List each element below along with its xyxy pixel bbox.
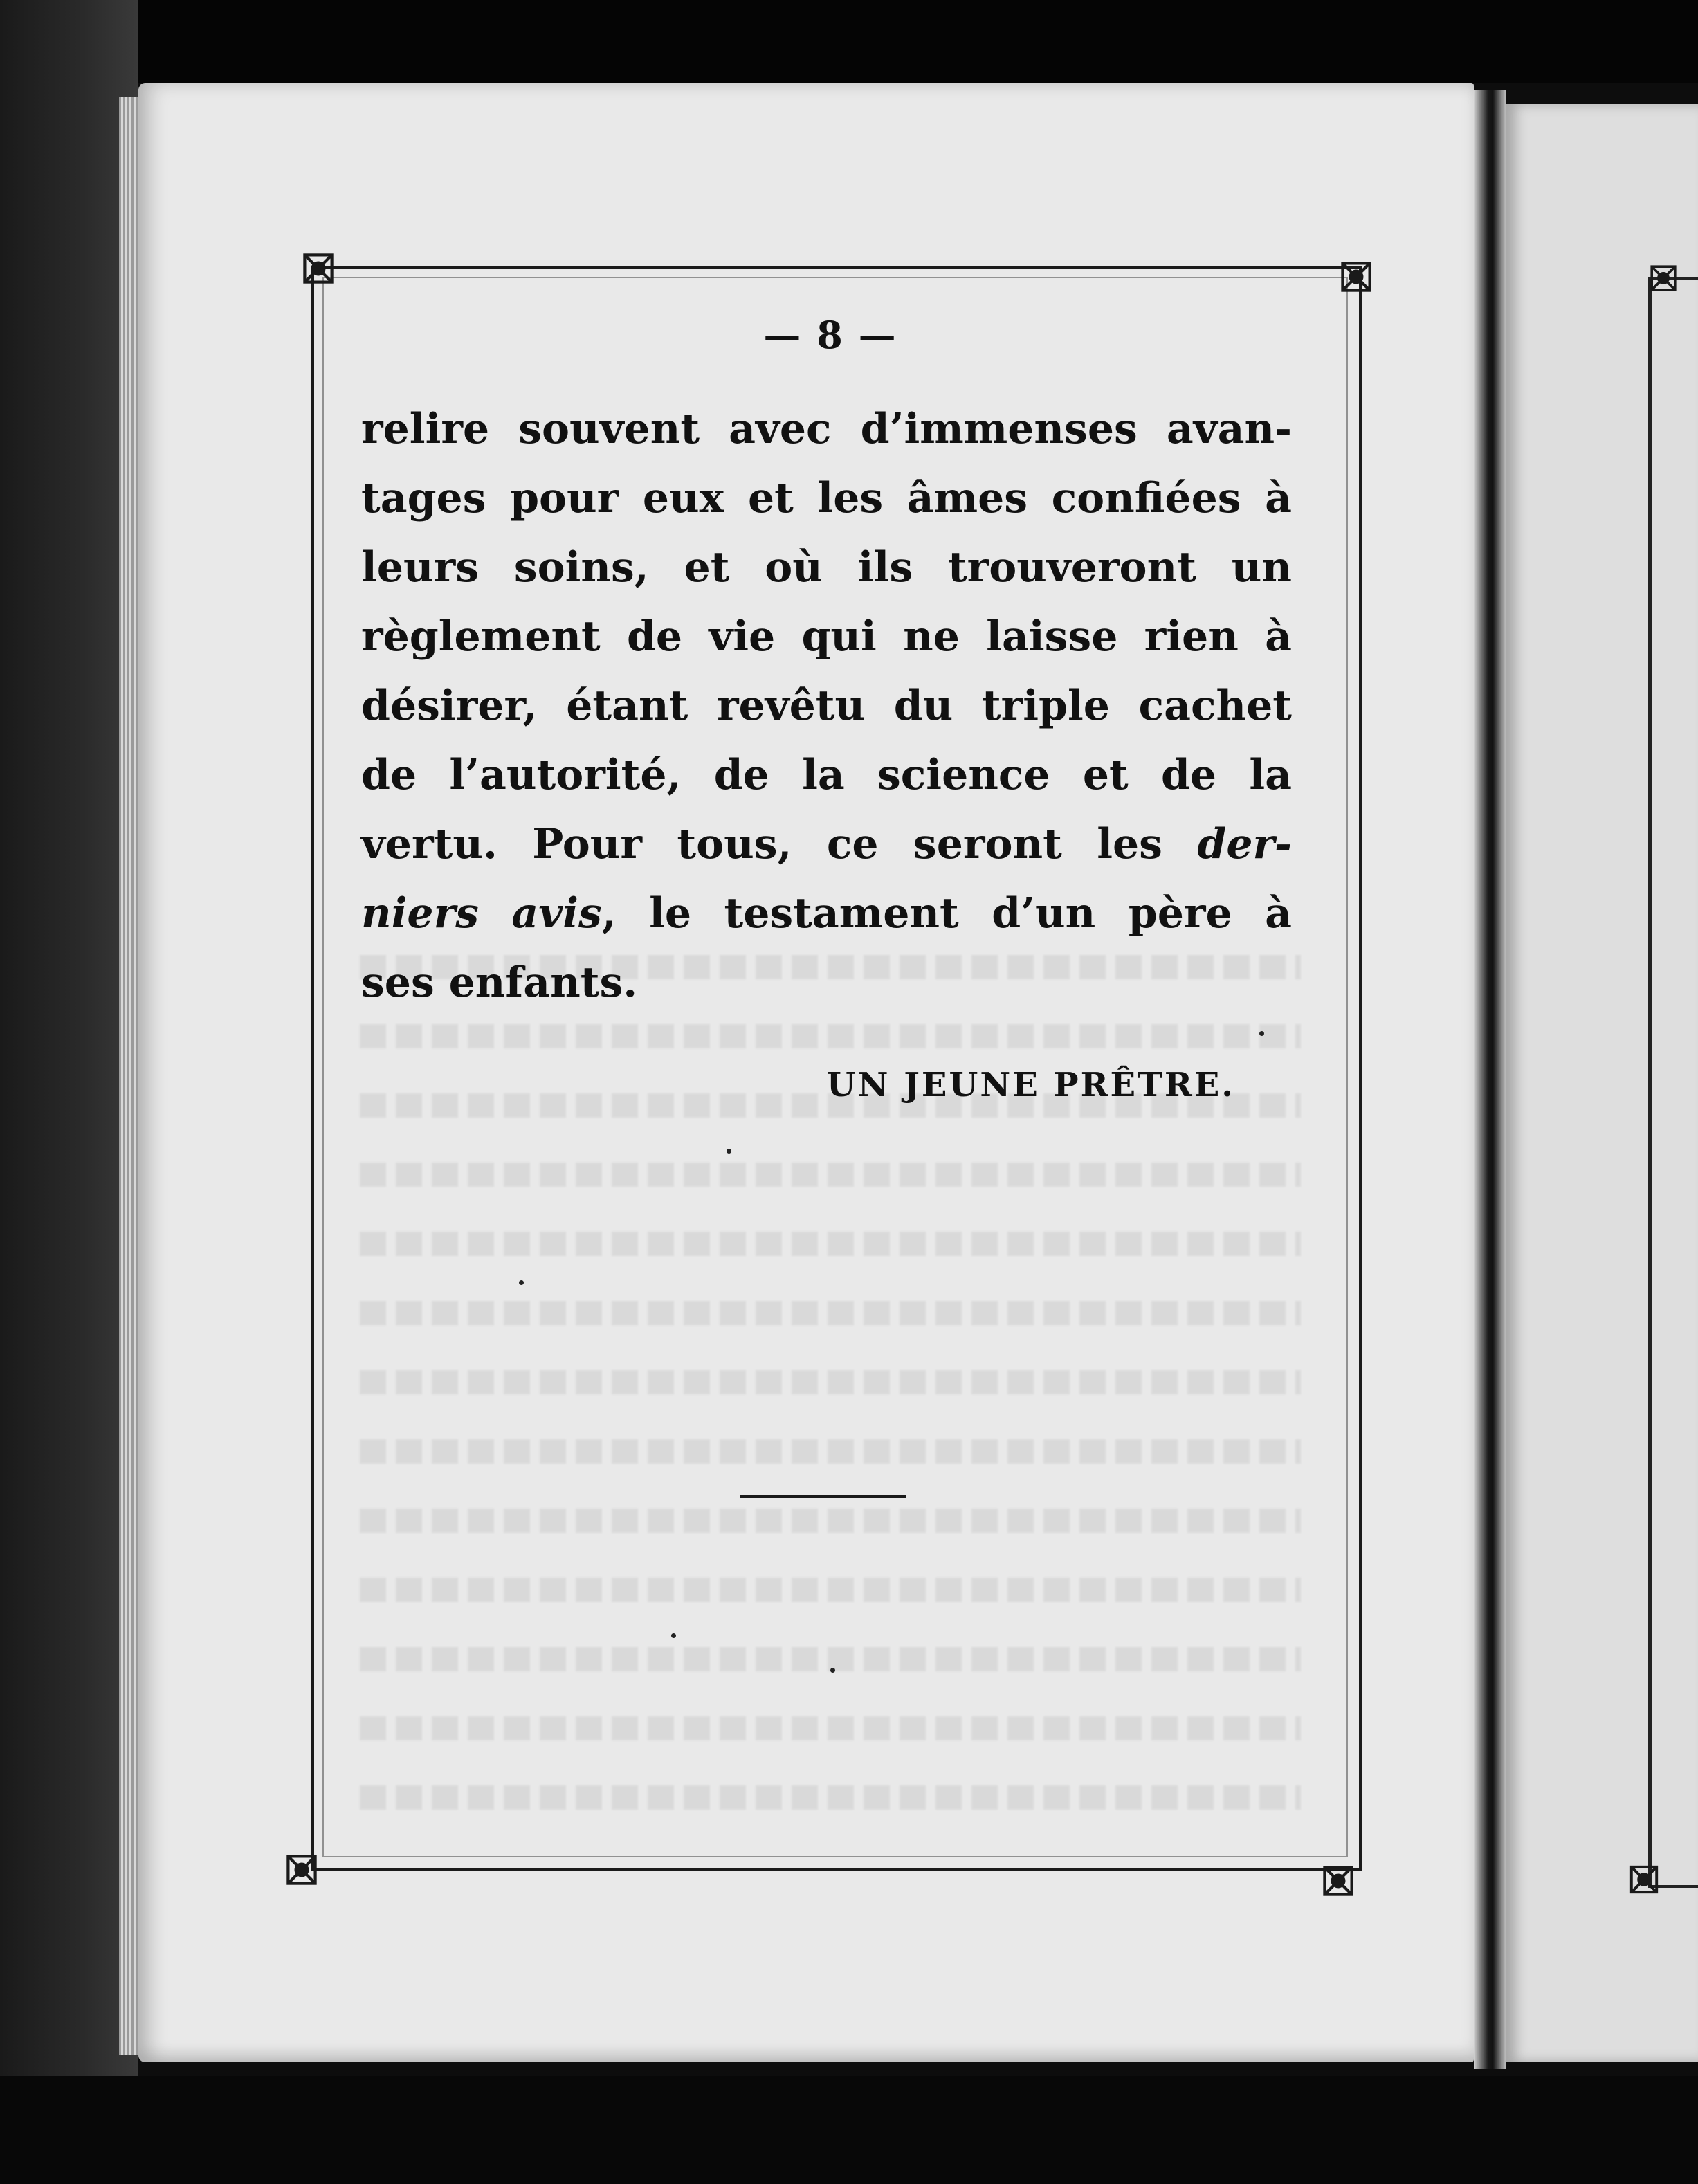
ink-speck [671,1633,676,1638]
scanner-bottom-border [0,2076,1698,2184]
ink-speck [830,1668,835,1673]
author-signature: UN JEUNE PRÊTRE. [826,1066,1235,1104]
ink-speck [727,1149,731,1154]
italic-segment: niers avis [361,889,602,938]
scanner-top-border [0,0,1698,83]
facing-page-frame [1648,277,1698,1888]
scanner-left-border [0,0,138,2184]
fleuron-corner-icon [282,1850,321,1889]
fleuron-corner-icon [1647,262,1680,295]
text-line: désirer, étant revêtu du triple cachet [361,682,1292,730]
fleuron-corner-icon [1626,1862,1662,1898]
text-line [361,810,1292,879]
text-line: de l’autorité, de la science et de la [361,751,1292,799]
closing-rule [740,1495,906,1498]
fleuron-corner-icon [1337,257,1376,296]
italic-segment: der- [1197,820,1292,868]
fleuron-corner-icon [299,249,338,288]
ink-speck [1259,1031,1264,1036]
text-line: leurs soins, et où ils trouveront un [361,543,1292,592]
text-line: tages pour eux et les âmes confiées à [361,474,1292,522]
text-line [361,879,1292,948]
ink-speck [519,1280,524,1285]
text-segment: , le testament d’un père à [601,889,1292,938]
text-line: règlement de vie qui ne laisse rien à [361,612,1292,661]
text-segment: vertu. Pour tous, ce seront les [361,820,1162,868]
page-stack-edges [119,97,138,2055]
page-number: — 8 — [763,313,897,357]
book-gutter [1474,90,1506,2069]
text-line: relire souvent avec d’immenses avan- [361,405,1292,453]
body-paragraph [361,394,1292,1017]
text-line: ses enfants. [361,958,638,1007]
fleuron-corner-icon [1319,1862,1358,1900]
